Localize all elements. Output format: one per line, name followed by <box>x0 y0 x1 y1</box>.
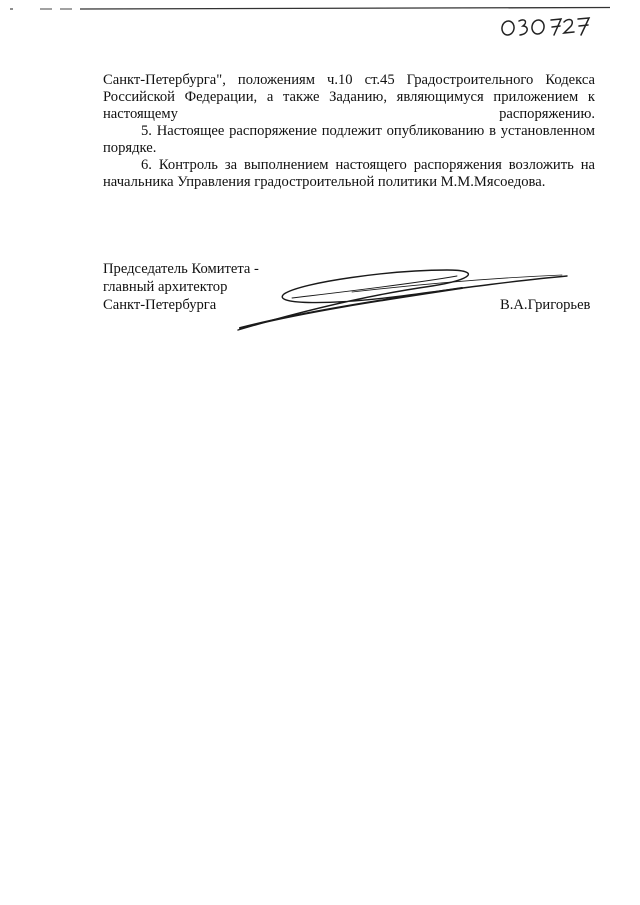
paragraph-item-6: 6. Контроль за выполнением настоящего распоряжения возложить на начальника Управления градостроительной политики М.М.Мясоедова. <box>103 157 595 190</box>
paragraph-item-5: 5. Настоящее распоряжение подлежит опубликованию в установленном порядке. <box>103 123 595 156</box>
document-body <box>103 72 595 191</box>
handwritten-document-number <box>496 8 596 40</box>
signer-name: В.А.Григорьев <box>500 297 591 313</box>
signatory-title-line: Санкт-Петербурга <box>103 297 217 313</box>
signatory-title-line: Председатель Комитета - <box>103 261 259 277</box>
signatory-title-line: главный архитектор <box>103 279 228 295</box>
paragraph-continuation: Санкт-Петербурга", положениям ч.10 ст.45 Градостроительного Кодекса Российской Федерации, а также Заданию, являющимуся приложением к настоящему распоряжению. <box>103 72 595 122</box>
